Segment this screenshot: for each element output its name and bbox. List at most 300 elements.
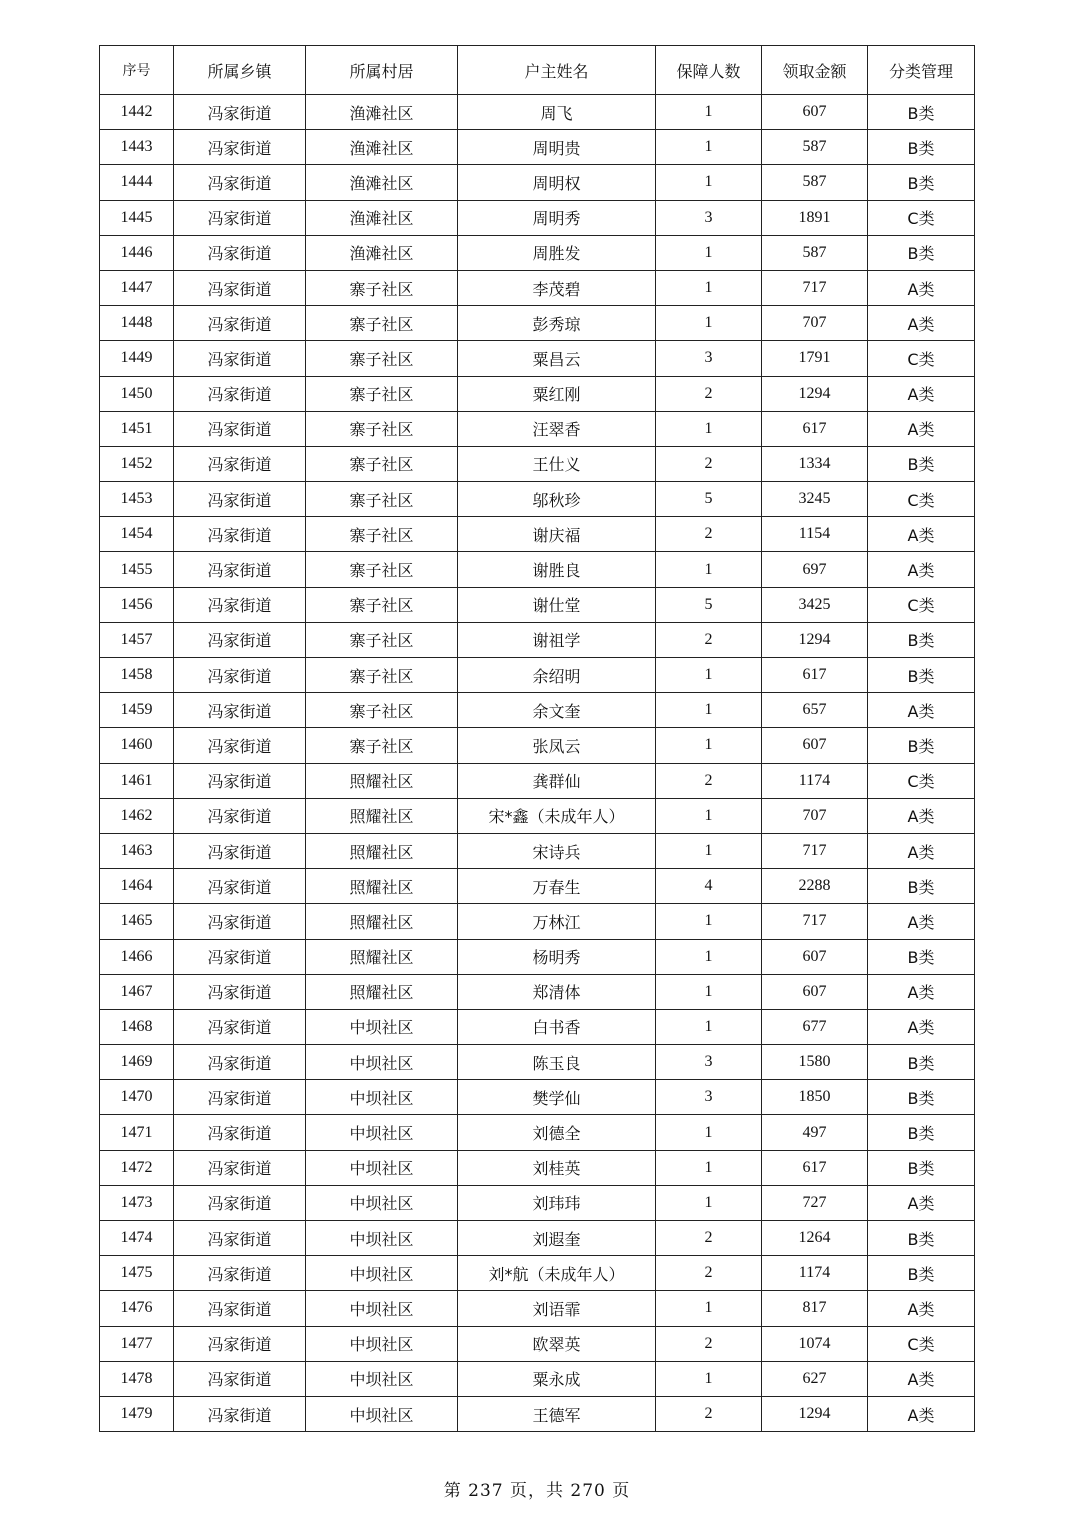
table-row: [100, 341, 975, 376]
cell-category: B类: [868, 1115, 975, 1150]
cell-amount: 707: [762, 306, 868, 341]
cell-category: C类: [868, 587, 975, 622]
cell-community: 中坝社区: [306, 1396, 458, 1431]
cell-amount: 607: [762, 95, 868, 130]
cell-category: B类: [868, 1045, 975, 1080]
cell-amount: 1174: [762, 763, 868, 798]
cell-community: 渔滩社区: [306, 130, 458, 165]
cell-township: 冯家街道: [174, 482, 306, 517]
table-row: [100, 1009, 975, 1044]
cell-category: B类: [868, 1150, 975, 1185]
cell-serial-number: 1475: [100, 1256, 174, 1291]
cell-serial-number: 1453: [100, 482, 174, 517]
cell-covered-persons: 1: [656, 1150, 762, 1185]
cell-community: 寨子社区: [306, 728, 458, 763]
header-amount: 领取金额: [762, 46, 868, 95]
cell-category: B类: [868, 235, 975, 270]
header-covered-persons: 保障人数: [656, 46, 762, 95]
cell-community: 中坝社区: [306, 1185, 458, 1220]
cell-householder-name: 万林江: [458, 904, 656, 939]
cell-community: 寨子社区: [306, 446, 458, 481]
cell-amount: 2288: [762, 869, 868, 904]
cell-serial-number: 1467: [100, 974, 174, 1009]
cell-serial-number: 1443: [100, 130, 174, 165]
table-row: [100, 552, 975, 587]
table-row: [100, 763, 975, 798]
cell-category: B类: [868, 939, 975, 974]
cell-amount: 717: [762, 833, 868, 868]
cell-householder-name: 陈玉良: [458, 1045, 656, 1080]
cell-covered-persons: 3: [656, 341, 762, 376]
cell-category: B类: [868, 1256, 975, 1291]
cell-amount: 1850: [762, 1080, 868, 1115]
cell-community: 中坝社区: [306, 1080, 458, 1115]
table-row: [100, 411, 975, 446]
cell-covered-persons: 4: [656, 869, 762, 904]
cell-amount: 1294: [762, 622, 868, 657]
cell-householder-name: 白书香: [458, 1009, 656, 1044]
table-row: [100, 200, 975, 235]
cell-serial-number: 1442: [100, 95, 174, 130]
cell-community: 渔滩社区: [306, 235, 458, 270]
cell-community: 寨子社区: [306, 376, 458, 411]
cell-township: 冯家街道: [174, 1326, 306, 1361]
cell-serial-number: 1445: [100, 200, 174, 235]
cell-community: 寨子社区: [306, 306, 458, 341]
cell-householder-name: 李茂碧: [458, 270, 656, 305]
cell-category: A类: [868, 1291, 975, 1326]
cell-amount: 617: [762, 411, 868, 446]
cell-township: 冯家街道: [174, 1115, 306, 1150]
cell-township: 冯家街道: [174, 728, 306, 763]
cell-community: 照耀社区: [306, 904, 458, 939]
table-row: [100, 1080, 975, 1115]
cell-amount: 677: [762, 1009, 868, 1044]
cell-householder-name: 王德军: [458, 1396, 656, 1431]
cell-community: 照耀社区: [306, 798, 458, 833]
cell-serial-number: 1444: [100, 165, 174, 200]
cell-covered-persons: 1: [656, 693, 762, 728]
cell-serial-number: 1446: [100, 235, 174, 270]
cell-covered-persons: 2: [656, 1256, 762, 1291]
cell-category: B类: [868, 622, 975, 657]
cell-householder-name: 王仕义: [458, 446, 656, 481]
cell-township: 冯家街道: [174, 95, 306, 130]
cell-covered-persons: 3: [656, 200, 762, 235]
cell-category: B类: [868, 728, 975, 763]
cell-householder-name: 宋诗兵: [458, 833, 656, 868]
cell-community: 中坝社区: [306, 1045, 458, 1080]
cell-township: 冯家街道: [174, 798, 306, 833]
cell-amount: 617: [762, 1150, 868, 1185]
cell-category: A类: [868, 1009, 975, 1044]
cell-community: 中坝社区: [306, 1150, 458, 1185]
cell-covered-persons: 1: [656, 728, 762, 763]
cell-serial-number: 1466: [100, 939, 174, 974]
cell-amount: 727: [762, 1185, 868, 1220]
cell-serial-number: 1474: [100, 1221, 174, 1256]
cell-township: 冯家街道: [174, 869, 306, 904]
cell-householder-name: 周明权: [458, 165, 656, 200]
cell-township: 冯家街道: [174, 130, 306, 165]
cell-township: 冯家街道: [174, 517, 306, 552]
cell-householder-name: 刘玮玮: [458, 1185, 656, 1220]
cell-householder-name: 龚群仙: [458, 763, 656, 798]
cell-serial-number: 1468: [100, 1009, 174, 1044]
cell-category: B类: [868, 95, 975, 130]
cell-covered-persons: 3: [656, 1045, 762, 1080]
table-row: [100, 306, 975, 341]
cell-township: 冯家街道: [174, 200, 306, 235]
cell-category: C类: [868, 763, 975, 798]
cell-category: A类: [868, 1361, 975, 1396]
cell-householder-name: 郑清体: [458, 974, 656, 1009]
cell-category: A类: [868, 1185, 975, 1220]
cell-amount: 1294: [762, 1396, 868, 1431]
cell-township: 冯家街道: [174, 1221, 306, 1256]
cell-township: 冯家街道: [174, 1185, 306, 1220]
cell-community: 寨子社区: [306, 270, 458, 305]
table-row: [100, 482, 975, 517]
cell-serial-number: 1456: [100, 587, 174, 622]
cell-covered-persons: 1: [656, 306, 762, 341]
cell-serial-number: 1459: [100, 693, 174, 728]
cell-township: 冯家街道: [174, 974, 306, 1009]
cell-community: 寨子社区: [306, 411, 458, 446]
cell-amount: 607: [762, 728, 868, 763]
cell-serial-number: 1460: [100, 728, 174, 763]
cell-householder-name: 刘语霏: [458, 1291, 656, 1326]
cell-township: 冯家街道: [174, 341, 306, 376]
cell-community: 中坝社区: [306, 1361, 458, 1396]
cell-township: 冯家街道: [174, 552, 306, 587]
cell-householder-name: 谢胜良: [458, 552, 656, 587]
cell-covered-persons: 1: [656, 130, 762, 165]
cell-township: 冯家街道: [174, 1150, 306, 1185]
cell-covered-persons: 1: [656, 1185, 762, 1220]
cell-serial-number: 1454: [100, 517, 174, 552]
cell-serial-number: 1463: [100, 833, 174, 868]
table-row: [100, 1221, 975, 1256]
cell-township: 冯家街道: [174, 1045, 306, 1080]
cell-amount: 817: [762, 1291, 868, 1326]
cell-serial-number: 1449: [100, 341, 174, 376]
table-row: [100, 869, 975, 904]
cell-householder-name: 邬秋珍: [458, 482, 656, 517]
cell-category: A类: [868, 376, 975, 411]
cell-township: 冯家街道: [174, 587, 306, 622]
cell-covered-persons: 1: [656, 165, 762, 200]
cell-covered-persons: 5: [656, 587, 762, 622]
cell-category: B类: [868, 869, 975, 904]
cell-amount: 3245: [762, 482, 868, 517]
cell-serial-number: 1457: [100, 622, 174, 657]
cell-category: A类: [868, 517, 975, 552]
cell-serial-number: 1472: [100, 1150, 174, 1185]
table-row: [100, 904, 975, 939]
cell-serial-number: 1471: [100, 1115, 174, 1150]
table-body: [100, 95, 975, 1432]
table-row: [100, 622, 975, 657]
table-row: [100, 1185, 975, 1220]
cell-householder-name: 彭秀琼: [458, 306, 656, 341]
header-row: [100, 46, 975, 95]
cell-amount: 697: [762, 552, 868, 587]
cell-covered-persons: 1: [656, 798, 762, 833]
cell-householder-name: 万春生: [458, 869, 656, 904]
cell-householder-name: 粟红刚: [458, 376, 656, 411]
cell-serial-number: 1462: [100, 798, 174, 833]
cell-category: A类: [868, 411, 975, 446]
table-row: [100, 1396, 975, 1431]
table-row: [100, 798, 975, 833]
cell-amount: 627: [762, 1361, 868, 1396]
cell-amount: 1154: [762, 517, 868, 552]
cell-amount: 617: [762, 658, 868, 693]
cell-community: 中坝社区: [306, 1009, 458, 1044]
table-row: [100, 376, 975, 411]
cell-category: A类: [868, 904, 975, 939]
cell-serial-number: 1469: [100, 1045, 174, 1080]
cell-category: C类: [868, 1326, 975, 1361]
cell-community: 寨子社区: [306, 693, 458, 728]
cell-category: C类: [868, 200, 975, 235]
cell-householder-name: 张凤云: [458, 728, 656, 763]
cell-community: 照耀社区: [306, 869, 458, 904]
cell-amount: 1294: [762, 376, 868, 411]
cell-township: 冯家街道: [174, 1291, 306, 1326]
cell-serial-number: 1464: [100, 869, 174, 904]
cell-serial-number: 1479: [100, 1396, 174, 1431]
cell-householder-name: 汪翠香: [458, 411, 656, 446]
cell-householder-name: 宋*鑫（未成年人）: [458, 798, 656, 833]
cell-householder-name: 欧翠英: [458, 1326, 656, 1361]
table-row: [100, 693, 975, 728]
cell-amount: 1791: [762, 341, 868, 376]
table-row: [100, 235, 975, 270]
cell-householder-name: 谢仕堂: [458, 587, 656, 622]
cell-category: B类: [868, 165, 975, 200]
cell-serial-number: 1448: [100, 306, 174, 341]
table-row: [100, 95, 975, 130]
cell-category: A类: [868, 306, 975, 341]
table-row: [100, 587, 975, 622]
cell-amount: 607: [762, 974, 868, 1009]
table-row: [100, 1291, 975, 1326]
cell-householder-name: 樊学仙: [458, 1080, 656, 1115]
cell-township: 冯家街道: [174, 763, 306, 798]
cell-community: 渔滩社区: [306, 95, 458, 130]
cell-covered-persons: 2: [656, 622, 762, 657]
table-row: [100, 1150, 975, 1185]
cell-householder-name: 周明贵: [458, 130, 656, 165]
page-number-footer: 第 237 页，共 270 页: [443, 1481, 631, 1501]
cell-householder-name: 余文奎: [458, 693, 656, 728]
cell-covered-persons: 2: [656, 1221, 762, 1256]
table-row: [100, 165, 975, 200]
header-category: 分类管理: [868, 46, 975, 95]
assistance-roster-table: [99, 45, 975, 1432]
cell-community: 中坝社区: [306, 1256, 458, 1291]
cell-amount: 657: [762, 693, 868, 728]
cell-covered-persons: 1: [656, 904, 762, 939]
cell-covered-persons: 1: [656, 1291, 762, 1326]
cell-serial-number: 1447: [100, 270, 174, 305]
cell-community: 寨子社区: [306, 658, 458, 693]
table-row: [100, 1326, 975, 1361]
cell-amount: 1891: [762, 200, 868, 235]
cell-category: A类: [868, 1396, 975, 1431]
cell-amount: 587: [762, 130, 868, 165]
table-row: [100, 939, 975, 974]
table-row: [100, 728, 975, 763]
cell-township: 冯家街道: [174, 270, 306, 305]
header-serial-number: 序号: [100, 46, 174, 95]
cell-covered-persons: 2: [656, 763, 762, 798]
cell-community: 照耀社区: [306, 974, 458, 1009]
cell-householder-name: 杨明秀: [458, 939, 656, 974]
header-township: 所属乡镇: [174, 46, 306, 95]
cell-covered-persons: 3: [656, 1080, 762, 1115]
cell-householder-name: 刘*航（未成年人）: [458, 1256, 656, 1291]
cell-community: 渔滩社区: [306, 165, 458, 200]
table-row: [100, 130, 975, 165]
cell-amount: 1334: [762, 446, 868, 481]
cell-category: B类: [868, 1080, 975, 1115]
table-row: [100, 833, 975, 868]
cell-covered-persons: 1: [656, 658, 762, 693]
cell-serial-number: 1452: [100, 446, 174, 481]
cell-serial-number: 1465: [100, 904, 174, 939]
cell-township: 冯家街道: [174, 939, 306, 974]
table-row: [100, 658, 975, 693]
cell-category: A类: [868, 270, 975, 305]
table-row: [100, 270, 975, 305]
cell-covered-persons: 2: [656, 1326, 762, 1361]
cell-township: 冯家街道: [174, 165, 306, 200]
cell-amount: 497: [762, 1115, 868, 1150]
cell-covered-persons: 2: [656, 376, 762, 411]
cell-amount: 587: [762, 235, 868, 270]
cell-category: B类: [868, 658, 975, 693]
table-row: [100, 1361, 975, 1396]
cell-community: 寨子社区: [306, 517, 458, 552]
cell-serial-number: 1476: [100, 1291, 174, 1326]
cell-householder-name: 粟永成: [458, 1361, 656, 1396]
table-header: [100, 46, 975, 95]
cell-covered-persons: 2: [656, 446, 762, 481]
cell-amount: 707: [762, 798, 868, 833]
cell-category: B类: [868, 1221, 975, 1256]
cell-amount: 717: [762, 270, 868, 305]
cell-category: A类: [868, 974, 975, 1009]
cell-amount: 1174: [762, 1256, 868, 1291]
cell-householder-name: 谢祖学: [458, 622, 656, 657]
cell-householder-name: 刘德全: [458, 1115, 656, 1150]
cell-township: 冯家街道: [174, 658, 306, 693]
cell-serial-number: 1461: [100, 763, 174, 798]
cell-community: 中坝社区: [306, 1221, 458, 1256]
table-row: [100, 517, 975, 552]
cell-community: 中坝社区: [306, 1326, 458, 1361]
table-row: [100, 446, 975, 481]
cell-community: 寨子社区: [306, 341, 458, 376]
cell-township: 冯家街道: [174, 622, 306, 657]
header-community: 所属村居: [306, 46, 458, 95]
cell-covered-persons: 1: [656, 1115, 762, 1150]
table-row: [100, 974, 975, 1009]
cell-covered-persons: 1: [656, 1009, 762, 1044]
cell-serial-number: 1451: [100, 411, 174, 446]
cell-community: 中坝社区: [306, 1291, 458, 1326]
cell-category: A类: [868, 798, 975, 833]
cell-serial-number: 1450: [100, 376, 174, 411]
cell-covered-persons: 1: [656, 939, 762, 974]
cell-township: 冯家街道: [174, 693, 306, 728]
cell-township: 冯家街道: [174, 1009, 306, 1044]
cell-covered-persons: 2: [656, 1396, 762, 1431]
cell-serial-number: 1458: [100, 658, 174, 693]
cell-amount: 1264: [762, 1221, 868, 1256]
cell-township: 冯家街道: [174, 1080, 306, 1115]
cell-householder-name: 周胜发: [458, 235, 656, 270]
cell-serial-number: 1455: [100, 552, 174, 587]
cell-covered-persons: 1: [656, 1361, 762, 1396]
header-householder-name: 户主姓名: [458, 46, 656, 95]
cell-category: A类: [868, 833, 975, 868]
cell-category: A类: [868, 552, 975, 587]
cell-amount: 607: [762, 939, 868, 974]
cell-township: 冯家街道: [174, 446, 306, 481]
cell-householder-name: 周明秀: [458, 200, 656, 235]
table-row: [100, 1045, 975, 1080]
cell-community: 寨子社区: [306, 552, 458, 587]
cell-covered-persons: 1: [656, 974, 762, 1009]
cell-township: 冯家街道: [174, 1256, 306, 1291]
cell-community: 寨子社区: [306, 587, 458, 622]
cell-amount: 3425: [762, 587, 868, 622]
cell-township: 冯家街道: [174, 376, 306, 411]
cell-serial-number: 1478: [100, 1361, 174, 1396]
cell-category: C类: [868, 341, 975, 376]
table-row: [100, 1115, 975, 1150]
cell-amount: 1580: [762, 1045, 868, 1080]
cell-covered-persons: 2: [656, 517, 762, 552]
cell-covered-persons: 1: [656, 833, 762, 868]
cell-category: A类: [868, 693, 975, 728]
cell-township: 冯家街道: [174, 1361, 306, 1396]
cell-amount: 1074: [762, 1326, 868, 1361]
cell-covered-persons: 1: [656, 95, 762, 130]
cell-community: 中坝社区: [306, 1115, 458, 1150]
cell-householder-name: 余绍明: [458, 658, 656, 693]
cell-township: 冯家街道: [174, 411, 306, 446]
cell-covered-persons: 1: [656, 235, 762, 270]
cell-category: B类: [868, 446, 975, 481]
cell-category: B类: [868, 130, 975, 165]
cell-amount: 587: [762, 165, 868, 200]
table-row: [100, 1256, 975, 1291]
cell-community: 照耀社区: [306, 763, 458, 798]
cell-serial-number: 1473: [100, 1185, 174, 1220]
cell-township: 冯家街道: [174, 1396, 306, 1431]
cell-township: 冯家街道: [174, 904, 306, 939]
cell-householder-name: 刘遐奎: [458, 1221, 656, 1256]
cell-amount: 717: [762, 904, 868, 939]
cell-householder-name: 刘桂英: [458, 1150, 656, 1185]
cell-township: 冯家街道: [174, 833, 306, 868]
cell-covered-persons: 5: [656, 482, 762, 517]
